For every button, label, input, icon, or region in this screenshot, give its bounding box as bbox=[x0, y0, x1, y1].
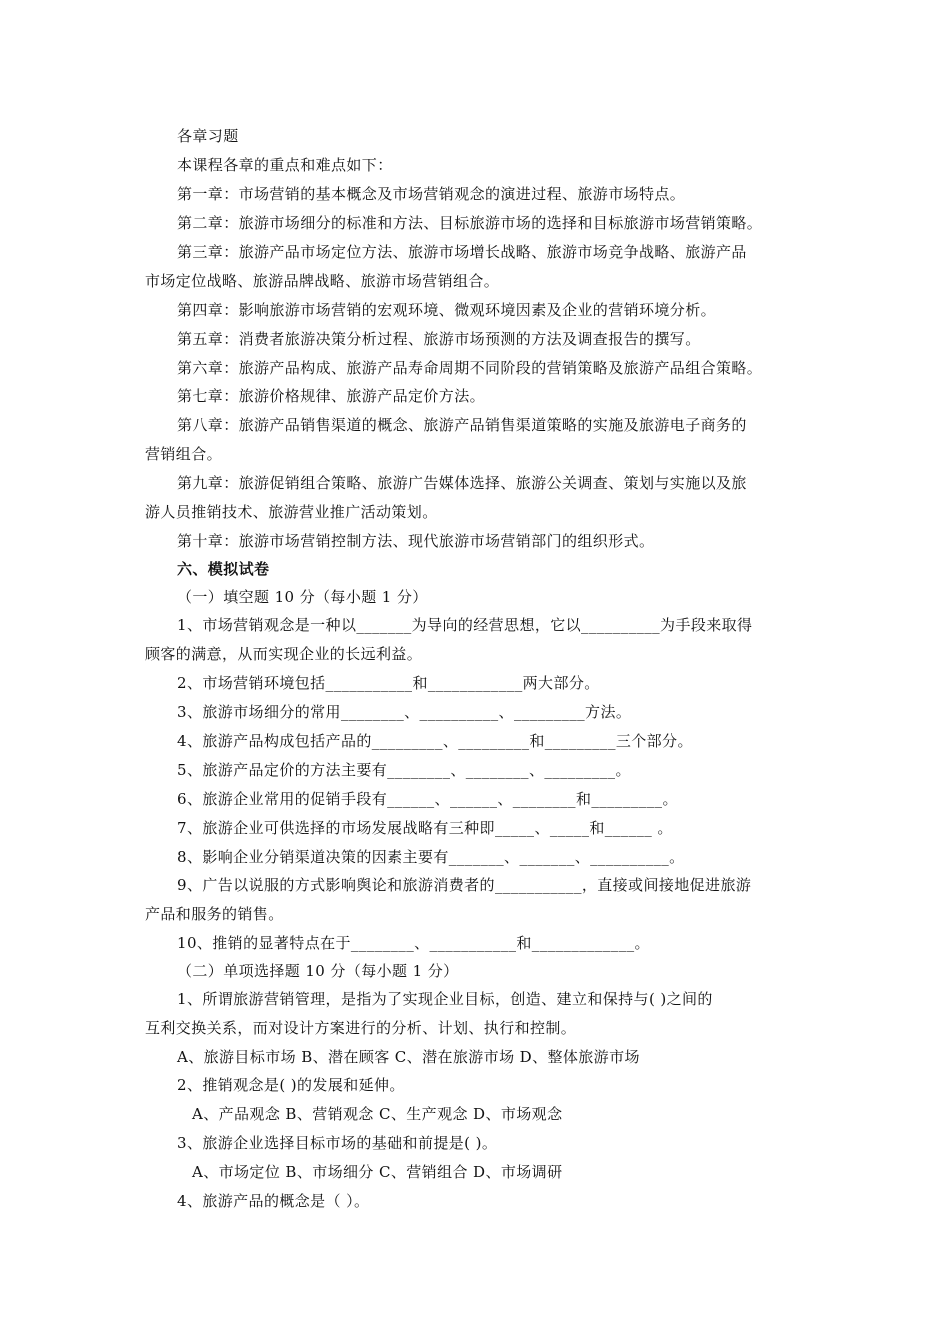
mc-question-line: 4、旅游产品的概念是（ ）。 bbox=[177, 1192, 370, 1210]
section-title: 六、模拟试卷 bbox=[177, 560, 270, 578]
mc-options-line: A、产品观念 B、营销观念 C、生产观念 D、市场观念 bbox=[192, 1105, 563, 1123]
fill-question-line: 5、旅游产品定价的方法主要有________、________、_________。 bbox=[177, 761, 631, 779]
chapter-line: 第四章：影响旅游市场营销的宏观环境、微观环境因素及企业的营销环境分析。 bbox=[177, 301, 717, 319]
mc-question-line: 互利交换关系，而对设计方案进行的分析、计划、执行和控制。 bbox=[145, 1019, 577, 1037]
fill-question-line: 产品和服务的销售。 bbox=[145, 905, 284, 923]
fill-question-line: 4、旅游产品构成包括产品的_________、_________和_________三个部分。 bbox=[177, 732, 693, 750]
mc-options-line: A、旅游目标市场 B、潜在顾客 C、潜在旅游市场 D、整体旅游市场 bbox=[177, 1048, 640, 1066]
chapter-line: 第二章：旅游市场细分的标准和方法、目标旅游市场的选择和目标旅游市场营销策略。 bbox=[177, 214, 763, 232]
chapter-line: 第三章：旅游产品市场定位方法、旅游市场增长战略、旅游市场竞争战略、旅游产品 bbox=[177, 243, 747, 261]
fill-question-line: 1、市场营销观念是一种以_______为导向的经营思想，它以__________为手段来取得 bbox=[177, 616, 753, 634]
fill-question-line: 10、推销的显著特点在于________、___________和_____________。 bbox=[177, 934, 650, 952]
fill-question-line: 8、影响企业分销渠道决策的因素主要有_______、_______、__________。 bbox=[177, 848, 685, 866]
fill-question-line: 顾客的满意，从而实现企业的长远利益。 bbox=[145, 645, 423, 663]
intro-line: 本课程各章的重点和难点如下： bbox=[177, 156, 393, 174]
fill-section-title: （一）填空题 10 分（每小题 1 分） bbox=[177, 588, 428, 606]
mc-options-line: A、市场定位 B、市场细分 C、营销组合 D、市场调研 bbox=[192, 1163, 563, 1181]
fill-question-line: 3、旅游市场细分的常用________、__________、_________方法。 bbox=[177, 703, 632, 721]
heading: 各章习题 bbox=[177, 127, 239, 145]
chapter-line: 游人员推销技术、旅游营业推广活动策划。 bbox=[145, 503, 438, 521]
chapter-line: 第五章：消费者旅游决策分析过程、旅游市场预测的方法及调查报告的撰写。 bbox=[177, 330, 701, 348]
mc-question-line: 1、所谓旅游营销管理，是指为了实现企业目标，创造、建立和保持与( )之间的 bbox=[177, 990, 713, 1008]
chapter-line: 第七章：旅游价格规律、旅游产品定价方法。 bbox=[177, 387, 486, 405]
chapter-line: 营销组合。 bbox=[145, 445, 223, 463]
mc-section-title: （二）单项选择题 10 分（每小题 1 分） bbox=[177, 962, 459, 980]
chapter-line: 第六章：旅游产品构成、旅游产品寿命周期不同阶段的营销策略及旅游产品组合策略。 bbox=[177, 359, 763, 377]
chapter-line: 第十章：旅游市场营销控制方法、现代旅游市场营销部门的组织形式。 bbox=[177, 532, 655, 550]
chapter-line: 第八章：旅游产品销售渠道的概念、旅游产品销售渠道策略的实施及旅游电子商务的 bbox=[177, 416, 747, 434]
chapter-line: 第九章：旅游促销组合策略、旅游广告媒体选择、旅游公关调查、策划与实施以及旅 bbox=[177, 474, 747, 492]
chapter-line: 市场定位战略、旅游品牌战略、旅游市场营销组合。 bbox=[145, 272, 500, 290]
fill-question-line: 7、旅游企业可供选择的市场发展战略有三种即_____、_____和______ 。 bbox=[177, 819, 673, 837]
fill-question-line: 9、广告以说服的方式影响舆论和旅游消费者的___________，直接或间接地促进旅游 bbox=[177, 876, 752, 894]
mc-question-line: 3、旅游企业选择目标市场的基础和前提是( )。 bbox=[177, 1134, 498, 1152]
mc-question-line: 2、推销观念是( )的发展和延伸。 bbox=[177, 1076, 405, 1094]
chapter-line: 第一章：市场营销的基本概念及市场营销观念的演进过程、旅游市场特点。 bbox=[177, 185, 686, 203]
fill-question-line: 2、市场营销环境包括___________和____________两大部分。 bbox=[177, 674, 600, 692]
fill-question-line: 6、旅游企业常用的促销手段有______、______、________和_________。 bbox=[177, 790, 678, 808]
